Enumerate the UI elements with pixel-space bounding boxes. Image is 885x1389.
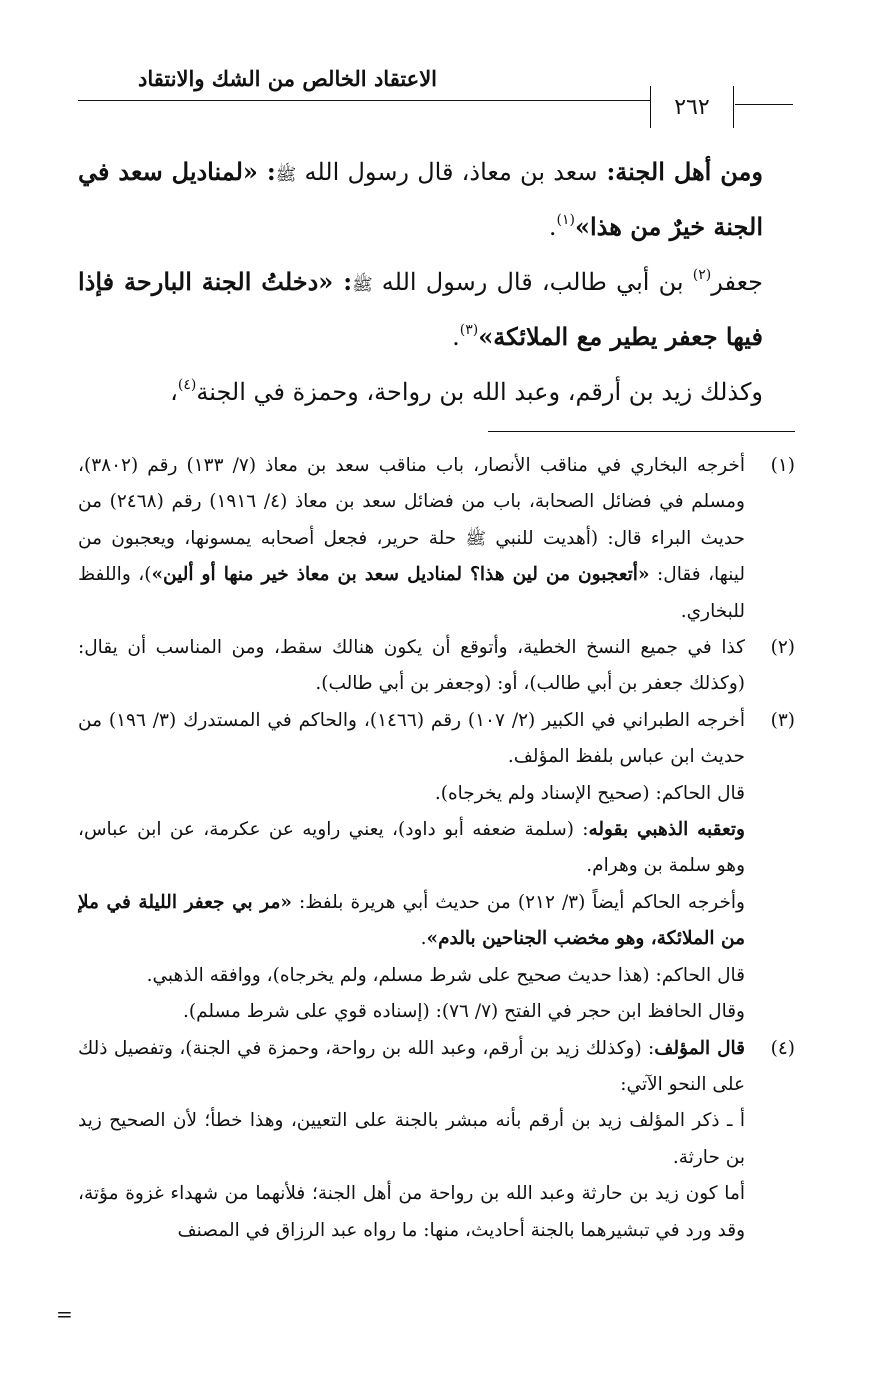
punctuation: ، — [170, 378, 178, 406]
salutation-glyph: ﷺ — [275, 165, 297, 185]
section-lead: ومن أهل الجنة: — [597, 157, 763, 186]
hadith-quote: «أتعجبون من لين هذا؟ لمناديل سعد بن معاذ خير منها أو ألين» — [151, 564, 650, 586]
punctuation: . — [548, 213, 557, 241]
footnote-text: : (وكذلك زيد بن أرقم، وعبد الله بن رواحة، وحمزة في الجنة)، وتفصيل ذلك على النحو الآتي: — [78, 1037, 745, 1095]
continuation-mark: = — [56, 1302, 73, 1326]
footnote-4 — [78, 1031, 795, 1249]
paragraph-text: بن أبي طالب، قال رسول الله — [372, 268, 693, 296]
footnote-text: وأخرجه الحاكم أيضاً (٣/ ٢١٢) من حديث أبي هريرة بلفظ: — [291, 891, 745, 913]
footnote-lead: وتعقبه الذهبي بقوله — [588, 819, 745, 841]
hadith-quote: : «دخلتُ الجنة البارحة فإذا فيها جعفر يطير مع الملائكة» — [78, 267, 763, 351]
hadith-quote: «مر بي جعفر الليلة في ملإ من الملائكة، وهو مخضب الجناحين بالدم» — [78, 891, 745, 950]
footnote-ref[interactable]: (٤) — [177, 377, 197, 393]
paragraph-others — [78, 366, 795, 418]
paragraph-saad — [78, 146, 795, 253]
footnote-text: أما كون زيد بن حارثة وعبد الله بن رواحة من أهل الجنة؛ فلأنهما من شهداء غزوة مؤتة، وقد ورد في تبشيرهما بالجنة أحاديث، منها: ما رواه عبد الرزاق في المصنف — [78, 1183, 745, 1241]
footnote-text: وقال الحافظ ابن حجر في الفتح (٧/ ٧٦): (إسناده قوي على شرط مسلم). — [182, 1001, 745, 1023]
footnote-number: (٢) — [770, 637, 795, 659]
paragraph-text: جعفر — [711, 268, 763, 296]
paragraph-jafar — [78, 256, 795, 363]
main-text-3 — [78, 366, 795, 418]
footnote-text: كذا في جميع النسخ الخطية، وأتوقع أن يكون هنالك سقط، ومن المناسب أن يقال: (وكذلك جعفر بن أبي طالب)، أو: (وجعفر بن أبي طالب). — [78, 637, 745, 695]
footnote-text: قال الحاكم: (هذا حديث صحيح على شرط مسلم، ولم يخرجاه)، ووافقه الذهبي. — [146, 964, 745, 986]
footnote-text: )، واللفظ للبخاري. — [78, 564, 745, 622]
salutation-glyph: ﷺ — [352, 275, 373, 295]
running-header-title: الاعتقاد الخالص من الشك والانتقاد — [137, 66, 437, 91]
salutation-glyph: ﷺ — [465, 528, 487, 549]
footnote-ref[interactable]: (٢) — [692, 267, 712, 283]
paragraph-text: وكذلك زيد بن أرقم، وعبد الله بن رواحة، وحمزة في الجنة — [196, 378, 763, 406]
header-rule-right — [735, 104, 793, 105]
punctuation: . — [452, 323, 460, 351]
punctuation: . — [420, 928, 427, 950]
footnote-number: (٤) — [770, 1037, 795, 1059]
page-number-bar-right — [733, 86, 734, 128]
page-number: ٢٦٢ — [674, 95, 710, 120]
footnote-text: أ ـ ذكر المؤلف زيد بن أرقم بأنه مبشر بالجنة على التعيين، وهذا خطأ؛ لأن الصحيح زيد بن حارثة. — [78, 1110, 745, 1168]
header-rule — [78, 100, 650, 101]
main-text-2 — [78, 256, 795, 363]
footnotes — [78, 448, 795, 1249]
footnote-text: حلة حرير، فجعل أصحابه يمسونها، ويعجبون من لينها، فقال: — [78, 527, 746, 586]
footnote-number: (١) — [770, 455, 795, 476]
footnote-text: أخرجه الطبراني في الكبير (٢/ ١٠٧) رقم (١٤٦٦)، والحاكم في المستدرك (٣/ ١٩٦) من حديث ابن عباس بلفظ المؤلف. — [78, 709, 745, 768]
page-number-bar-left — [650, 86, 651, 128]
footnote-text: أخرجه البخاري في مناقب الأنصار، باب مناقب سعد بن معاذ (٧/ ١٣٣) رقم (٣٨٠٢)، ومسلم في فضائل الصحابة، باب من فضائل سعد بن معاذ (٤/ ١٩١٦) رقم (٢٤٦٨) من حديث البراء قال: (أهديت للنبي — [78, 455, 745, 549]
footnote-lead: قال المؤلف — [654, 1037, 745, 1059]
paragraph-text: سعد بن معاذ، قال رسول الله — [296, 158, 598, 186]
footnote-2 — [78, 630, 795, 703]
footnote-ref[interactable]: (١) — [556, 212, 575, 228]
main-text — [78, 146, 795, 253]
footnote-separator — [488, 431, 795, 432]
footnote-number: (٣) — [770, 709, 795, 731]
footnote-1 — [78, 448, 795, 630]
footnote-ref[interactable]: (٣) — [459, 322, 479, 338]
footnote-3 — [78, 703, 795, 1031]
footnote-text: قال الحاكم: (صحيح الإسناد ولم يخرجاه). — [434, 782, 745, 804]
footnote-text: : (سلمة ضعفه أبو داود)، يعني راويه عن عكرمة، عن ابن عباس، وهو سلمة بن وهرام. — [78, 819, 745, 877]
hadith-quote: : «لمناديل سعد في الجنة خيرٌ من هذا» — [78, 157, 763, 241]
